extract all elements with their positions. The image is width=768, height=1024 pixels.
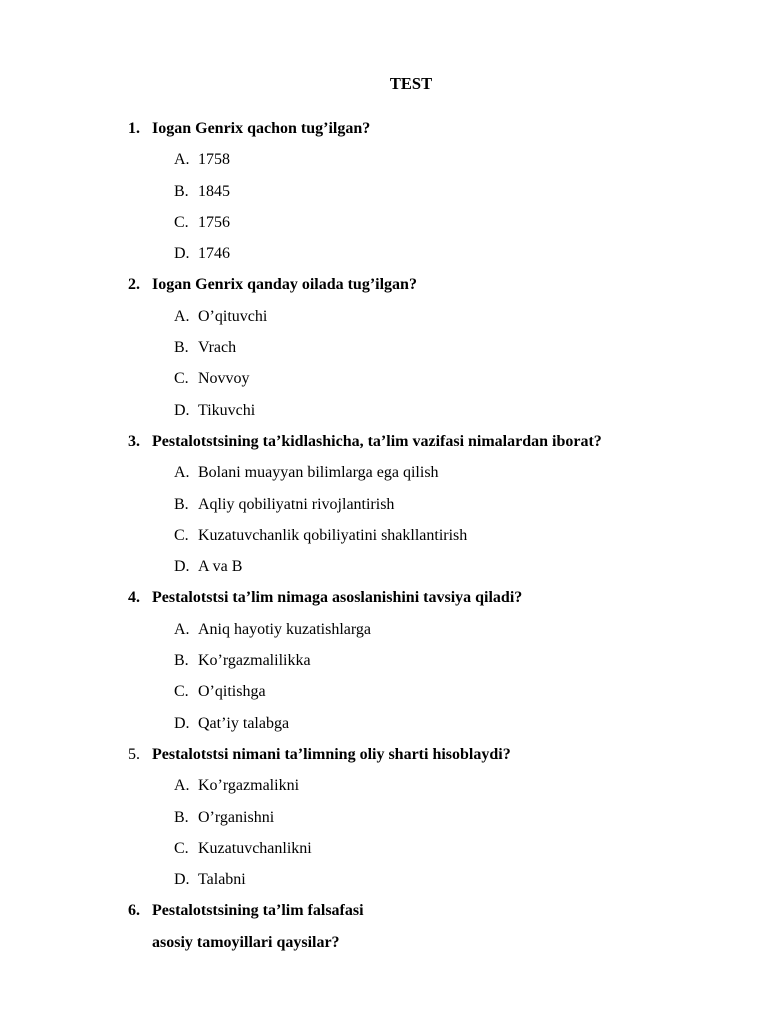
option-d [174, 713, 728, 744]
question-text: Pestalotstsi ta’lim nimaga asoslanishini tavsiya qiladi? [152, 589, 523, 607]
question-text: Pestalotstsining ta’kidlashicha, ta’lim vazifasi nimalardan iborat? [152, 432, 602, 450]
option-letter: D. [174, 401, 190, 419]
option-letter: D. [174, 245, 190, 263]
option-d [174, 869, 728, 900]
question-5 [128, 744, 728, 900]
option-a [174, 775, 728, 806]
option-b [174, 807, 728, 838]
option-a [174, 306, 728, 337]
question-text: Pestalotstsi nimani ta’limning oliy sharti hisoblaydi? [152, 745, 511, 763]
question-line [128, 587, 728, 618]
option-text: Kuzatuvchanlikni [198, 839, 312, 857]
option-text: Ko’rgazmalikni [198, 777, 300, 795]
option-text: Qat’iy talabga [198, 714, 290, 732]
option-list [128, 775, 728, 900]
option-letter: B. [174, 495, 189, 513]
option-text: O’qituvchi [198, 307, 268, 325]
option-b [174, 650, 728, 681]
option-letter: B. [174, 808, 189, 826]
option-text: Novvoy [198, 370, 250, 388]
option-letter: A. [174, 307, 190, 325]
option-letter: A. [174, 464, 190, 482]
option-c [174, 525, 728, 556]
option-list [128, 306, 728, 431]
option-letter: B. [174, 182, 189, 200]
option-d [174, 556, 728, 587]
option-letter: C. [174, 213, 189, 231]
option-letter: A. [174, 620, 190, 638]
option-letter: D. [174, 714, 190, 732]
option-text: Tikuvchi [198, 401, 256, 419]
question-line [128, 431, 728, 462]
option-letter: B. [174, 339, 189, 357]
question-3 [128, 431, 728, 587]
option-list [128, 149, 728, 274]
question-number: 6. [128, 902, 140, 920]
option-text: Vrach [198, 339, 237, 357]
option-text: 1845 [198, 182, 230, 200]
question-line [128, 744, 728, 775]
option-letter: C. [174, 839, 189, 857]
option-text: 1756 [198, 213, 230, 231]
question-text: Iogan Genrix qanday oilada tug’ilgan? [152, 276, 417, 294]
question-line [128, 900, 728, 931]
option-list [128, 462, 728, 587]
option-a [174, 149, 728, 180]
option-c [174, 212, 728, 243]
option-letter: A. [174, 151, 190, 169]
option-text: Aqliy qobiliyatni rivojlantirish [198, 495, 395, 513]
question-text: Iogan Genrix qachon tug’ilgan? [152, 120, 371, 137]
option-letter: B. [174, 652, 189, 670]
question-1 [128, 118, 728, 274]
option-d [174, 400, 728, 431]
option-letter: C. [174, 683, 189, 701]
document-title: TEST [389, 74, 433, 93]
option-letter: C. [174, 526, 189, 544]
question-number: 2. [128, 276, 140, 294]
option-letter: D. [174, 871, 190, 889]
question-4 [128, 587, 728, 743]
option-text: Ko’rgazmalilikka [198, 652, 311, 670]
option-b [174, 181, 728, 212]
option-letter: A. [174, 777, 190, 795]
option-letter: D. [174, 558, 190, 576]
option-text: Talabni [198, 871, 246, 889]
question-line [128, 274, 728, 305]
option-b [174, 337, 728, 368]
option-c [174, 838, 728, 869]
option-c [174, 368, 728, 399]
option-text: 1746 [198, 245, 230, 263]
question-text: Pestalotstsining ta’lim falsafasi [152, 902, 364, 920]
question-number: 4. [128, 589, 140, 607]
question-2 [128, 274, 728, 430]
question-6 [128, 900, 728, 963]
option-text: Aniq hayotiy kuzatishlarga [198, 620, 371, 638]
option-letter: C. [174, 370, 189, 388]
option-a [174, 619, 728, 650]
option-b [174, 494, 728, 525]
option-text: 1758 [198, 151, 230, 169]
option-d [174, 243, 728, 274]
option-c [174, 681, 728, 712]
question-number: 5. [128, 745, 140, 763]
option-list [128, 619, 728, 744]
question-line [128, 118, 728, 149]
option-text: O’qitishga [198, 683, 266, 701]
option-text: O’rganishni [198, 808, 275, 826]
question-number: 1. [128, 120, 140, 137]
option-text: Bolani muayyan bilimlarga ega qilish [198, 464, 439, 482]
option-text: Kuzatuvchanlik qobiliyatini shakllantirish [198, 526, 468, 544]
option-text: A va B [198, 558, 243, 576]
option-a [174, 462, 728, 493]
question-list [128, 118, 728, 963]
question-number: 3. [128, 432, 140, 450]
question-text-continuation: asosiy tamoyillari qaysilar? [152, 933, 340, 951]
